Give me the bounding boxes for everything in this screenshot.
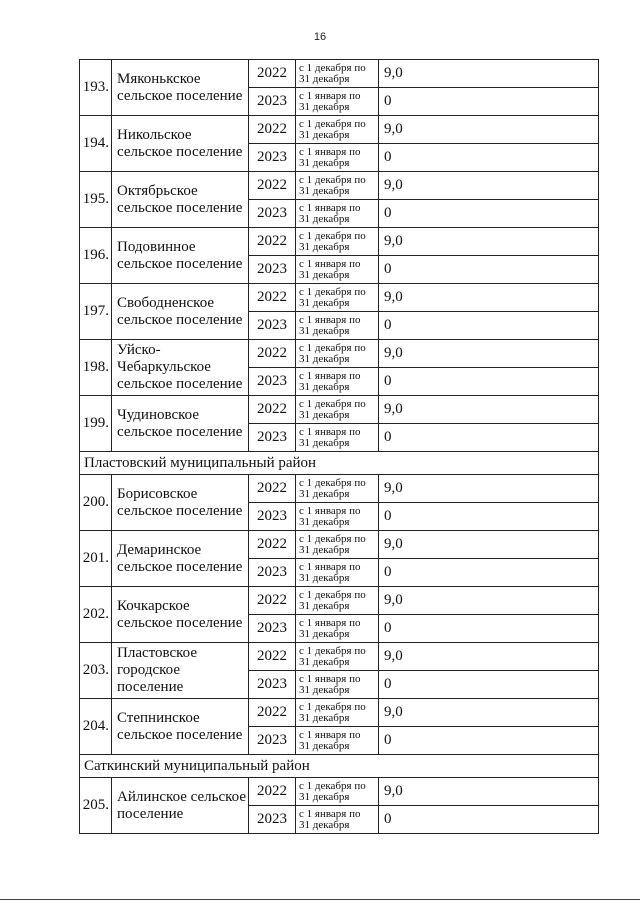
period-line: с 1 января по bbox=[299, 145, 361, 158]
table-row bbox=[80, 475, 599, 503]
period-line: с 1 января по bbox=[299, 257, 361, 270]
period-cell bbox=[296, 340, 379, 368]
period-cell bbox=[296, 806, 379, 834]
period-cell bbox=[296, 116, 379, 144]
year-cell: 2022 bbox=[249, 475, 296, 503]
period-line: 31 декабря bbox=[299, 408, 350, 421]
year-cell: 2023 bbox=[249, 200, 296, 228]
period-line: 31 декабря bbox=[299, 240, 350, 253]
settlement-name: Никольское сельское поселение bbox=[112, 116, 249, 172]
settlement-name: Степнинское сельское поселение bbox=[112, 699, 249, 755]
period-cell bbox=[296, 503, 379, 531]
rate-cell: 0 bbox=[379, 727, 599, 755]
period-line: 31 декабря bbox=[299, 184, 350, 197]
rate-cell: 0 bbox=[379, 615, 599, 643]
year-cell: 2023 bbox=[249, 88, 296, 116]
bottom-rule bbox=[0, 899, 640, 900]
period-line: с 1 января по bbox=[299, 616, 361, 629]
section-title: Пластовский муниципальный район bbox=[80, 452, 599, 475]
period-line: 31 декабря bbox=[299, 156, 350, 169]
section-row bbox=[80, 452, 599, 475]
period-line: 31 декабря bbox=[299, 543, 350, 556]
settlement-name-line: Уйско- bbox=[117, 342, 161, 358]
rate-cell: 0 bbox=[379, 503, 599, 531]
table-row bbox=[80, 340, 599, 368]
period-line: 31 декабря bbox=[299, 711, 350, 724]
period-line: 31 декабря bbox=[299, 296, 350, 309]
period-cell bbox=[296, 531, 379, 559]
rate-cell: 0 bbox=[379, 312, 599, 340]
table-row bbox=[80, 699, 599, 727]
period-line: 31 декабря bbox=[299, 683, 350, 696]
table-row bbox=[80, 60, 599, 88]
period-line: 31 декабря bbox=[299, 571, 350, 584]
period-line: с 1 января по bbox=[299, 672, 361, 685]
rate-cell: 9,0 bbox=[379, 284, 599, 312]
settlement-name: Демаринское сельское поселение bbox=[112, 531, 249, 587]
rate-cell: 0 bbox=[379, 368, 599, 396]
rate-cell: 0 bbox=[379, 424, 599, 452]
period-line: с 1 января по bbox=[299, 89, 361, 102]
period-line: 31 декабря bbox=[299, 128, 350, 141]
year-cell: 2022 bbox=[249, 284, 296, 312]
section-title: Саткинский муниципальный район bbox=[80, 755, 599, 778]
row-number: 204. bbox=[80, 699, 112, 755]
rate-cell: 9,0 bbox=[379, 228, 599, 256]
rate-cell: 9,0 bbox=[379, 778, 599, 806]
period-line: 31 декабря bbox=[299, 487, 350, 500]
year-cell: 2022 bbox=[249, 396, 296, 424]
rate-cell: 9,0 bbox=[379, 475, 599, 503]
settlement-name bbox=[112, 340, 249, 396]
period-line: 31 декабря bbox=[299, 655, 350, 668]
period-line: с 1 декабря по bbox=[299, 117, 366, 130]
year-cell: 2023 bbox=[249, 144, 296, 172]
period-line: 31 декабря bbox=[299, 212, 350, 225]
year-cell: 2022 bbox=[249, 60, 296, 88]
period-line: с 1 января по bbox=[299, 313, 361, 326]
period-line: 31 декабря bbox=[299, 268, 350, 281]
period-line: с 1 декабря по bbox=[299, 532, 366, 545]
period-line: 31 декабря bbox=[299, 436, 350, 449]
row-number: 198. bbox=[80, 340, 112, 396]
settlement-name: Айлинское сельское поселение bbox=[112, 778, 249, 834]
period-line: с 1 января по bbox=[299, 807, 361, 820]
period-cell bbox=[296, 368, 379, 396]
section-row bbox=[80, 755, 599, 778]
table-row bbox=[80, 116, 599, 144]
period-line: с 1 января по bbox=[299, 425, 361, 438]
rate-cell: 9,0 bbox=[379, 60, 599, 88]
table-row bbox=[80, 587, 599, 615]
period-line: 31 декабря bbox=[299, 627, 350, 640]
year-cell: 2022 bbox=[249, 228, 296, 256]
rate-cell: 0 bbox=[379, 806, 599, 834]
table-row bbox=[80, 643, 599, 671]
row-number: 194. bbox=[80, 116, 112, 172]
settlement-name: Борисовское сельское поселение bbox=[112, 475, 249, 531]
period-cell bbox=[296, 615, 379, 643]
row-number: 201. bbox=[80, 531, 112, 587]
period-cell bbox=[296, 312, 379, 340]
period-cell bbox=[296, 643, 379, 671]
year-cell: 2023 bbox=[249, 312, 296, 340]
period-line: 31 декабря bbox=[299, 352, 350, 365]
row-number: 193. bbox=[80, 60, 112, 116]
settlement-name: Кочкарское сельское поселение bbox=[112, 587, 249, 643]
row-number: 200. bbox=[80, 475, 112, 531]
settlement-name: Свободненское сельское поселение bbox=[112, 284, 249, 340]
period-line: с 1 декабря по bbox=[299, 229, 366, 242]
year-cell: 2022 bbox=[249, 531, 296, 559]
table-row bbox=[80, 228, 599, 256]
period-line: 31 декабря bbox=[299, 818, 350, 831]
settlement-name: Октябрьское сельское поселение bbox=[112, 172, 249, 228]
period-cell bbox=[296, 228, 379, 256]
period-cell bbox=[296, 727, 379, 755]
year-cell: 2023 bbox=[249, 256, 296, 284]
year-cell: 2023 bbox=[249, 424, 296, 452]
year-cell: 2022 bbox=[249, 587, 296, 615]
year-cell: 2022 bbox=[249, 699, 296, 727]
table-row bbox=[80, 284, 599, 312]
year-cell: 2022 bbox=[249, 172, 296, 200]
year-cell: 2022 bbox=[249, 116, 296, 144]
period-line: с 1 декабря по bbox=[299, 644, 366, 657]
year-cell: 2023 bbox=[249, 559, 296, 587]
period-line: 31 декабря bbox=[299, 790, 350, 803]
year-cell: 2023 bbox=[249, 368, 296, 396]
rate-cell: 0 bbox=[379, 559, 599, 587]
period-line: 31 декабря bbox=[299, 100, 350, 113]
period-line: 31 декабря bbox=[299, 380, 350, 393]
period-line: с 1 января по bbox=[299, 560, 361, 573]
table-row bbox=[80, 778, 599, 806]
year-cell: 2023 bbox=[249, 806, 296, 834]
period-line: 31 декабря bbox=[299, 515, 350, 528]
period-line: с 1 декабря по bbox=[299, 476, 366, 489]
rate-cell: 9,0 bbox=[379, 587, 599, 615]
period-cell bbox=[296, 60, 379, 88]
settlement-name-line: поселение bbox=[117, 679, 184, 695]
period-cell bbox=[296, 699, 379, 727]
period-line: 31 декабря bbox=[299, 324, 350, 337]
period-line: с 1 декабря по bbox=[299, 173, 366, 186]
table-body bbox=[80, 60, 599, 834]
settlement-name-line: Чебаркульское bbox=[117, 359, 211, 375]
page-number: 16 bbox=[313, 31, 327, 43]
table-row bbox=[80, 531, 599, 559]
period-line: с 1 января по bbox=[299, 369, 361, 382]
year-cell: 2022 bbox=[249, 340, 296, 368]
settlement-name-line: Пластовское bbox=[117, 645, 198, 661]
period-line: с 1 декабря по bbox=[299, 588, 366, 601]
period-cell bbox=[296, 587, 379, 615]
year-cell: 2023 bbox=[249, 503, 296, 531]
period-cell bbox=[296, 559, 379, 587]
rate-cell: 0 bbox=[379, 671, 599, 699]
rate-cell: 0 bbox=[379, 256, 599, 284]
year-cell: 2023 bbox=[249, 671, 296, 699]
period-cell bbox=[296, 200, 379, 228]
rate-cell: 9,0 bbox=[379, 699, 599, 727]
period-cell bbox=[296, 284, 379, 312]
period-line: с 1 декабря по bbox=[299, 61, 366, 74]
settlement-name: Мяконькское сельское поселение bbox=[112, 60, 249, 116]
period-cell bbox=[296, 256, 379, 284]
settlement-name-line: сельское поселение bbox=[117, 376, 243, 392]
rate-cell: 9,0 bbox=[379, 396, 599, 424]
rate-cell: 0 bbox=[379, 200, 599, 228]
year-cell: 2022 bbox=[249, 643, 296, 671]
period-line: 31 декабря bbox=[299, 599, 350, 612]
period-line: 31 декабря bbox=[299, 739, 350, 752]
rate-cell: 9,0 bbox=[379, 340, 599, 368]
rate-cell: 9,0 bbox=[379, 172, 599, 200]
year-cell: 2023 bbox=[249, 727, 296, 755]
year-cell: 2023 bbox=[249, 615, 296, 643]
row-number: 196. bbox=[80, 228, 112, 284]
year-cell: 2022 bbox=[249, 778, 296, 806]
rate-cell: 0 bbox=[379, 88, 599, 116]
row-number: 199. bbox=[80, 396, 112, 452]
settlement-name bbox=[112, 643, 249, 699]
rate-cell: 0 bbox=[379, 144, 599, 172]
row-number: 195. bbox=[80, 172, 112, 228]
rate-cell: 9,0 bbox=[379, 116, 599, 144]
period-line: с 1 декабря по bbox=[299, 285, 366, 298]
tax-rate-table bbox=[79, 59, 599, 834]
period-cell bbox=[296, 778, 379, 806]
settlement-name-line: городское bbox=[117, 662, 181, 678]
period-cell bbox=[296, 396, 379, 424]
period-line: с 1 января по bbox=[299, 728, 361, 741]
period-cell bbox=[296, 144, 379, 172]
table-row bbox=[80, 172, 599, 200]
table-row bbox=[80, 396, 599, 424]
period-line: с 1 декабря по bbox=[299, 341, 366, 354]
period-line: с 1 января по bbox=[299, 201, 361, 214]
period-cell bbox=[296, 424, 379, 452]
row-number: 202. bbox=[80, 587, 112, 643]
period-cell bbox=[296, 172, 379, 200]
period-cell bbox=[296, 671, 379, 699]
period-line: с 1 декабря по bbox=[299, 779, 366, 792]
period-cell bbox=[296, 88, 379, 116]
row-number: 197. bbox=[80, 284, 112, 340]
period-line: 31 декабря bbox=[299, 72, 350, 85]
rate-cell: 9,0 bbox=[379, 643, 599, 671]
rate-cell: 9,0 bbox=[379, 531, 599, 559]
settlement-name: Чудиновское сельское поселение bbox=[112, 396, 249, 452]
row-number: 205. bbox=[80, 778, 112, 834]
settlement-name: Подовинное сельское поселение bbox=[112, 228, 249, 284]
period-line: с 1 января по bbox=[299, 504, 361, 517]
row-number: 203. bbox=[80, 643, 112, 699]
period-cell bbox=[296, 475, 379, 503]
period-line: с 1 декабря по bbox=[299, 700, 366, 713]
period-line: с 1 декабря по bbox=[299, 397, 366, 410]
